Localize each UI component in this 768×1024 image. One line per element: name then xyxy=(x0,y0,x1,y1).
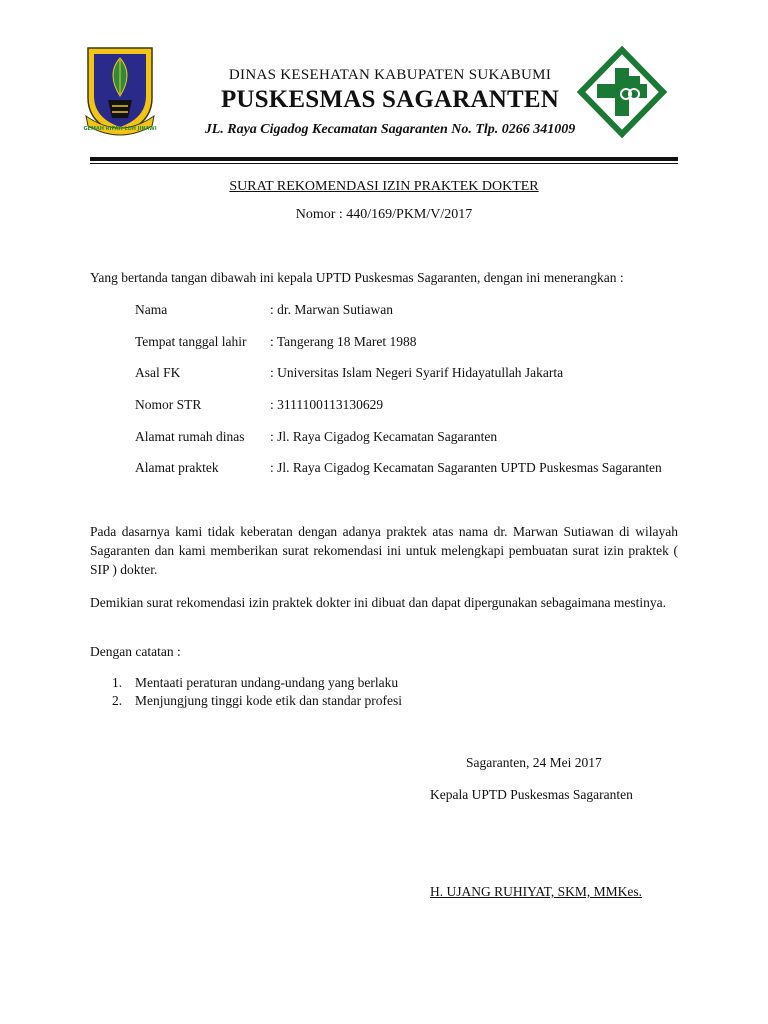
field-value-name: : dr. Marwan Sutiawan xyxy=(270,302,393,317)
letter-paragraph-closing: Demikian surat rekomendasi izin praktek dokter ini dibuat dan dapat dipergunakan sebagaimana mestinya. xyxy=(90,595,666,610)
organization-address: JL. Raya Cigadog Kecamatan Sagaranten No. Tlp. 0266 341009 xyxy=(204,122,576,137)
note-item: Mentaati peraturan undang-undang yang berlaku xyxy=(135,675,399,690)
field-value-faculty: : Universitas Islam Negeri Syarif Hidayatullah Jakarta xyxy=(270,365,564,380)
letter-title: SURAT REKOMENDASI IZIN PRAKTEK DOKTER xyxy=(229,179,539,194)
field-value-str: : 3111100113130629 xyxy=(270,397,384,412)
field-value-practice-address: : Jl. Raya Cigadog Kecamatan Sagaranten UPTD Puskesmas Sagaranten xyxy=(270,460,662,475)
signer-title: Kepala UPTD Puskesmas Sagaranten xyxy=(430,787,633,802)
header-divider-thick xyxy=(90,157,678,161)
field-label-faculty: Asal FK xyxy=(135,365,181,380)
field-label-birth: Tempat tanggal lahir xyxy=(135,334,247,349)
letter-intro: Yang bertanda tangan dibawah ini kepala UPTD Puskesmas Sagaranten, dengan ini menerangkan : xyxy=(90,270,624,285)
letter-number: Nomor : 440/169/PKM/V/2017 xyxy=(295,207,473,222)
field-label-name: Nama xyxy=(135,302,168,317)
signature-place-date: Sagaranten, 24 Mei 2017 xyxy=(466,755,602,770)
crest-motto: GEMAH RIPAH LOH JINAWI xyxy=(83,126,157,132)
field-label-practice-address: Alamat praktek xyxy=(135,460,219,475)
organization-name: PUSKESMAS SAGARANTEN xyxy=(220,86,560,113)
note-number: 1. xyxy=(112,675,123,690)
field-value-home-address: : Jl. Raya Cigadog Kecamatan Sagaranten xyxy=(270,429,498,444)
signer-name: H. UJANG RUHIYAT, SKM, MMKes. xyxy=(430,884,643,899)
letter-paragraph-statement: Pada dasarnya kami tidak keberatan dengan adanya praktek atas nama dr. Marwan Sutiawan di wilayah Sagaranten dan kami memberikan surat rekomendasi ini untuk melengkapi pembuatan surat izin praktek ( SIP ) dokter. xyxy=(90,524,678,577)
field-label-home-address: Alamat rumah dinas xyxy=(135,429,245,444)
regency-crest-icon xyxy=(82,44,158,136)
agency-name: DINAS KESEHATAN KABUPATEN SUKABUMI xyxy=(228,67,552,83)
note-item: Menjungjung tinggi kode etik dan standar profesi xyxy=(135,693,402,708)
note-number: 2. xyxy=(112,693,123,708)
notes-label: Dengan catatan : xyxy=(90,644,181,659)
field-label-str: Nomor STR xyxy=(135,397,202,412)
field-value-birth: : Tangerang 18 Maret 1988 xyxy=(270,334,417,349)
header-divider-thin xyxy=(90,163,678,164)
